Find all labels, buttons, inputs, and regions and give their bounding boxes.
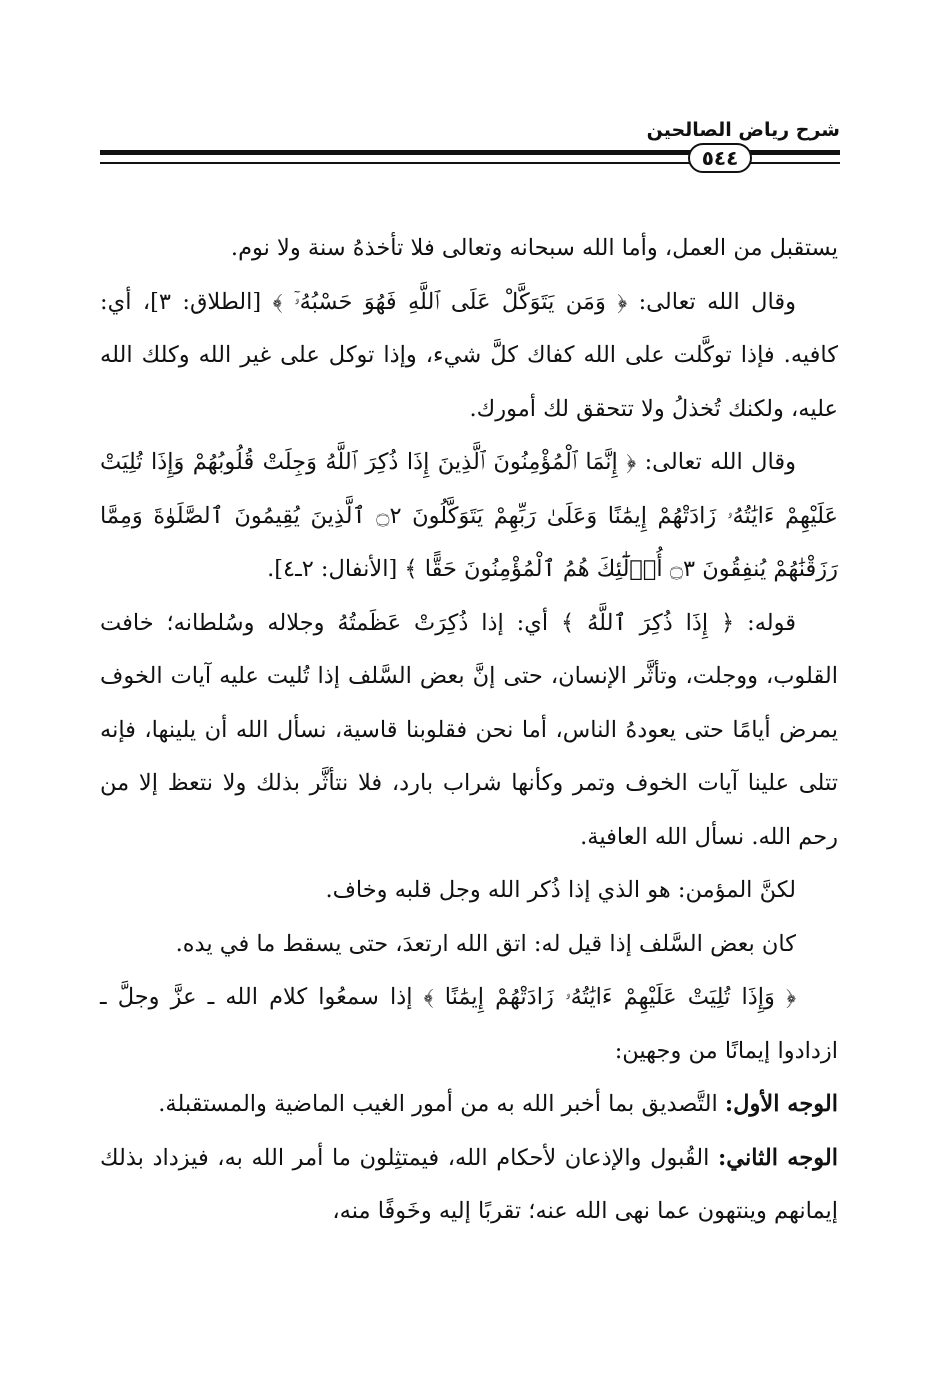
body-text <box>100 222 838 1239</box>
page-number: ٥٤٤ <box>688 143 752 173</box>
paragraph-9 <box>100 1132 838 1239</box>
paragraph-5: لكنَّ المؤمن: هو الذي إذا ذُكر الله وجل قلبه وخاف. <box>325 877 796 903</box>
paragraph-2: وقال الله تعالى: ﴿ وَمَن يَتَوَكَّلْ عَلَى ٱللَّهِ فَهُوَ حَسْبُهُۥٓ ﴾ [الطلاق: ٣]، أي: كافيه. فإذا توكَّلت على الله كفاك كلَّ شيء، وإذا توكل على غير الله وكلك الله عليه، ولكنك تُخذلُ ولا تتحقق لك أمورك. <box>100 288 838 422</box>
paragraph-8 <box>100 1078 838 1132</box>
paragraph-6: كان بعض السَّلف إذا قيل له: اتق الله ارتعدَ، حتى يسقط ما في يده. <box>175 930 796 957</box>
paragraph-4: قوله: ﴿ إِذَا ذُكِرَ ٱللَّهُ ﴾ أي: إذا ذُكِرَتْ عَظَمتُهُ وجلاله وسُلطانه؛ خافت القلوب، ووجلت، وتأثَّر الإنسان، حتى إنَّ بعض السَّلف إذا تُليت عليه آيات الخوف يمرض أيامًا حتى يعودهُ الناس، أما نحن فقلوبنا قاسية، نسأل الله أن يلينها، فإنه تتلى علينا آيات الخوف وتمر وكأنها شراب بارد، فلا نتأثَّر بذلك ولا نتعظ إلا من رحم الله. نسأل الله العافية. <box>100 609 838 850</box>
running-title: شرح رياض الصالحين <box>646 119 840 141</box>
first-aspect-text: التَّصديق بما أخبر الله به من أمور الغيب الماضية والمستقبلة. <box>158 1091 725 1117</box>
first-aspect-heading: الوجه الأول: <box>724 1091 838 1117</box>
second-aspect-text: القُبول والإذعان لأحكام الله، فيمتثِلون ما أمر الله به، فيزداد بذلك إيمانهم وينتهون عما نهى الله عنه؛ تقربًا إليه وخَوفًا منه، <box>100 1144 838 1224</box>
paragraph-7: ﴿ وَإِذَا تُلِيَتْ عَلَيْهِمْ ءَايَٰتُهُۥ زَادَتْهُمْ إِيمَٰنًا ﴾ إذا سمعُوا كلام الله ـ عزَّ وجلَّ ـ ازدادوا إيمانًا من وجهين: <box>100 984 838 1064</box>
second-aspect-heading: الوجه الثاني: <box>717 1144 838 1171</box>
paragraph-3: وقال الله تعالى: ﴿ إِنَّمَا ٱلْمُؤْمِنُونَ ٱلَّذِينَ إِذَا ذُكِرَ ٱللَّهُ وَجِلَتْ قُلُوبُهُمْ وَإِذَا تُلِيَتْ عَلَيْهِمْ ءَايَٰتُهُۥ زَادَتْهُمْ إِيمَٰنًا وَعَلَىٰ رَبِّهِمْ يَتَوَكَّلُونَ ۝٢ ٱلَّذِينَ يُقِيمُونَ ٱلصَّلَوٰةَ وَمِمَّا رَزَقْنَٰهُمْ يُنفِقُونَ ۝٣ أُو۟لَٰٓئِكَ هُمُ ٱلْمُؤْمِنُونَ حَقًّا ﴾ [الأنفال: ٢ـ٤]. <box>100 449 838 582</box>
paragraph-1: يستقبل من العمل، وأما الله سبحانه وتعالى فلا تأخذهُ سنة ولا نوم. <box>230 235 838 261</box>
